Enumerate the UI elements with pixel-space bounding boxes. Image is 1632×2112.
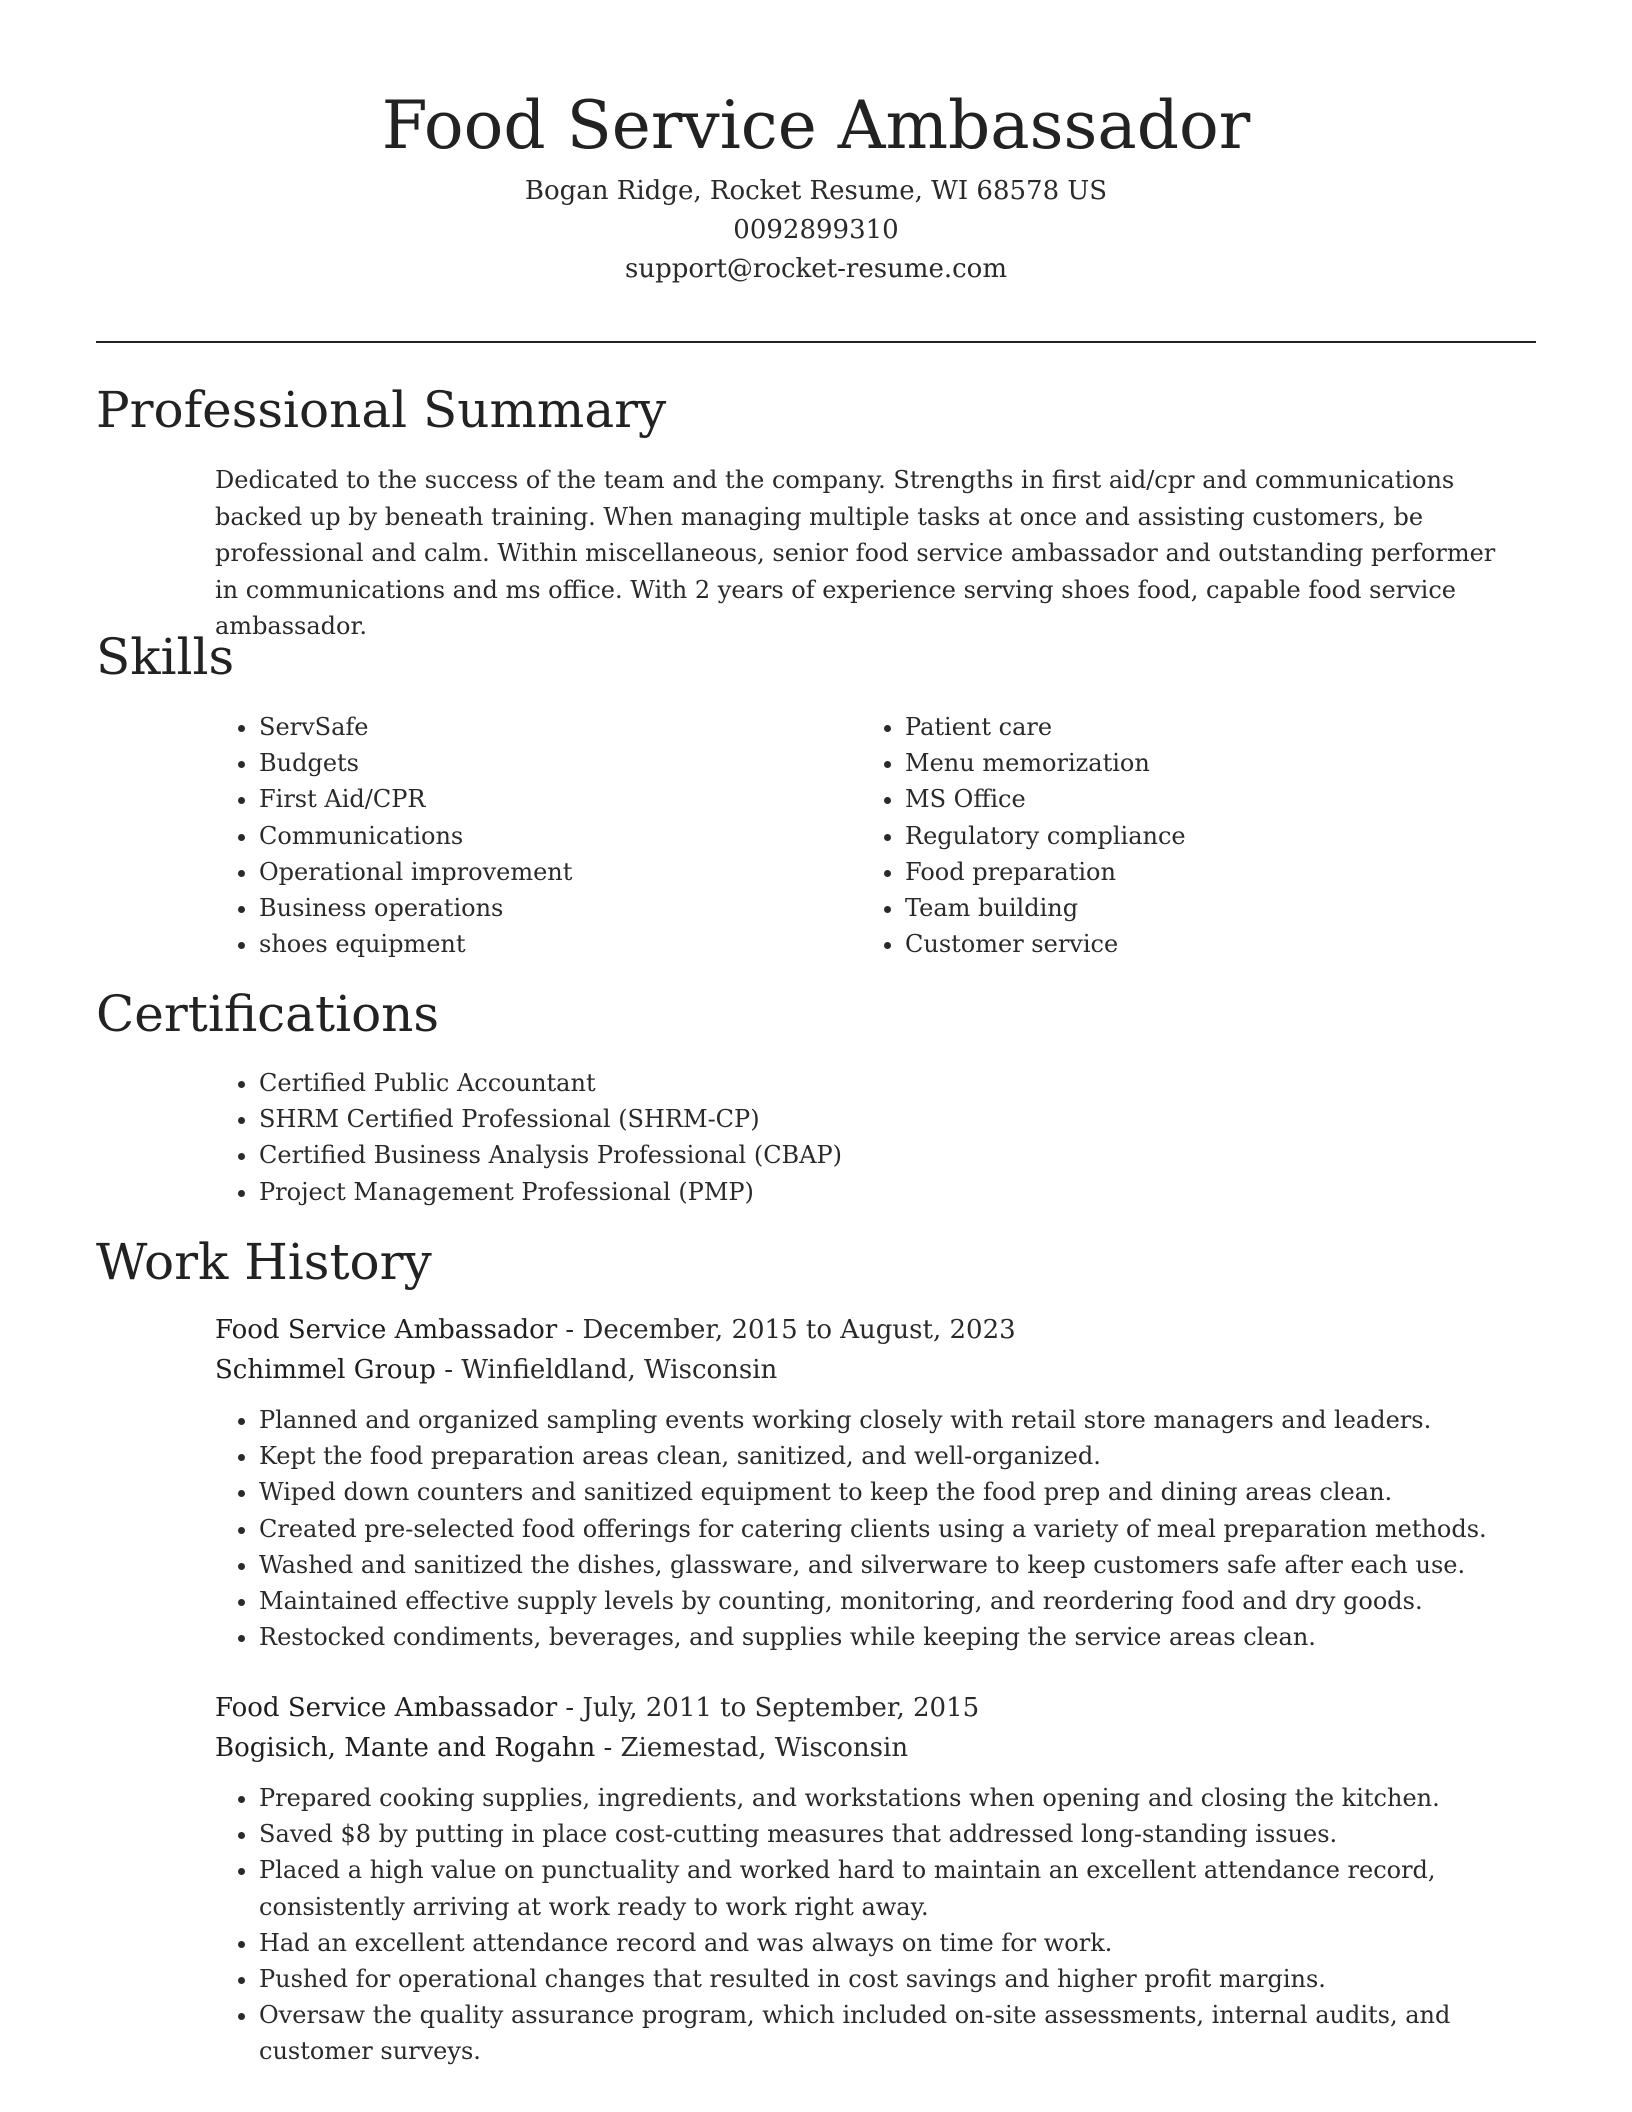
skill-item: • Communications [259,818,835,854]
skill-item: • Food preparation [905,854,1481,890]
contact-phone: 0092899310 [733,215,899,245]
skills-list-left [215,709,835,962]
job-duty: • Prepared cooking supplies, ingredients, and workstations when opening and closing the kitchen. [259,1780,1555,1816]
contact-block [0,172,1632,289]
job-dates: - July, 2011 to September, 2015 [557,1693,980,1723]
job-2-duties [215,1780,1555,2070]
job-duty: • Saved $8 by putting in place cost-cutting measures that addressed long-standing issues. [259,1816,1555,1852]
job-company: Schimmel Group [215,1355,436,1385]
job-2-bullets [215,1780,1555,2070]
job-location: - Winfieldland, Wisconsin [435,1355,778,1385]
skill-item: • Customer service [905,926,1481,962]
work-history-heading: Work History [96,1233,432,1291]
skill-item: • First Aid/CPR [259,781,835,817]
job-1-duties [215,1402,1555,1655]
job-1-title-line [215,1310,1016,1350]
skill-item: • Business operations [259,890,835,926]
contact-address: Bogan Ridge, Rocket Resume, WI 68578 US [524,176,1108,206]
job-duty: • Wiped down counters and sanitized equipment to keep the food prep and dining areas clean. [259,1474,1555,1510]
job-duty: • Planned and organized sampling events working closely with retail store managers and leaders. [259,1402,1555,1438]
contact-email: support@rocket-resume.com [624,254,1007,284]
job-1-company-line [215,1350,1016,1390]
skill-item: • Patient care [905,709,1481,745]
certification-item: • Certified Business Analysis Professional (CBAP) [259,1137,1515,1173]
job-2-header [215,1688,979,1768]
job-duty: • Had an excellent attendance record and was always on time for work. [259,1925,1555,1961]
job-duty: • Oversaw the quality assurance program, which included on-site assessments, internal audits, and customer surveys. [259,1997,1555,2069]
skills-column-right [861,709,1481,962]
job-duty: • Kept the food preparation areas clean, sanitized, and well-organized. [259,1438,1555,1474]
certifications-heading: Certifications [96,985,440,1043]
job-duty: • Placed a high value on punctuality and worked hard to maintain an excellent attendance record, consistently arriving at work ready to work right away. [259,1852,1555,1924]
skills-heading: Skills [96,628,235,686]
skill-item: • shoes equipment [259,926,835,962]
job-role: Food Service Ambassador [215,1315,558,1345]
job-duty: • Pushed for operational changes that resulted in cost savings and higher profit margins. [259,1961,1555,1997]
header-divider [96,341,1536,343]
job-duty: • Restocked condiments, beverages, and supplies while keeping the service areas clean. [259,1619,1555,1655]
job-duty: • Created pre-selected food offerings for catering clients using a variety of meal preparation methods. [259,1511,1555,1547]
summary-heading: Professional Summary [96,381,667,439]
certification-item: • Project Management Professional (PMP) [259,1174,1515,1210]
skill-item: • Team building [905,890,1481,926]
job-role: Food Service Ambassador [215,1693,558,1723]
certification-item: • SHRM Certified Professional (SHRM-CP) [259,1101,1515,1137]
summary-text: Dedicated to the success of the team and the company. Strengths in first aid/cpr and communications backed up by beneath training. When managing multiple tasks at once and assisting customers, be professional and calm. Within miscellaneous, senior food service ambassador and outstanding performer in communications and ms office. With 2 years of experience serving shoes food, capable food service ambassador. [215,466,1496,640]
certification-item: • Certified Public Accountant [259,1065,1515,1101]
job-dates: - December, 2015 to August, 2023 [557,1315,1016,1345]
job-duty: • Maintained effective supply levels by counting, monitoring, and reordering food and dry goods. [259,1583,1555,1619]
job-2-company-line [215,1728,979,1768]
certifications-list [215,1065,1515,1210]
skill-item: • Operational improvement [259,854,835,890]
certifications-block [215,1065,1515,1210]
job-duty: • Washed and sanitized the dishes, glassware, and silverware to keep customers safe after each use. [259,1547,1555,1583]
resume-header [0,80,1632,289]
job-company: Bogisich, Mante and Rogahn [215,1733,596,1763]
job-1-header [215,1310,1016,1390]
skill-item: • MS Office [905,781,1481,817]
job-2-title-line [215,1688,979,1728]
skill-item: • Budgets [259,745,835,781]
job-location: - Ziemestad, Wisconsin [595,1733,909,1763]
skill-item: • ServSafe [259,709,835,745]
skill-item: • Regulatory compliance [905,818,1481,854]
candidate-name: Food Service Ambassador [381,87,1251,164]
job-1-bullets [215,1402,1555,1655]
skills-list-right [861,709,1481,962]
skills-column-left [215,709,835,962]
skill-item: • Menu memorization [905,745,1481,781]
